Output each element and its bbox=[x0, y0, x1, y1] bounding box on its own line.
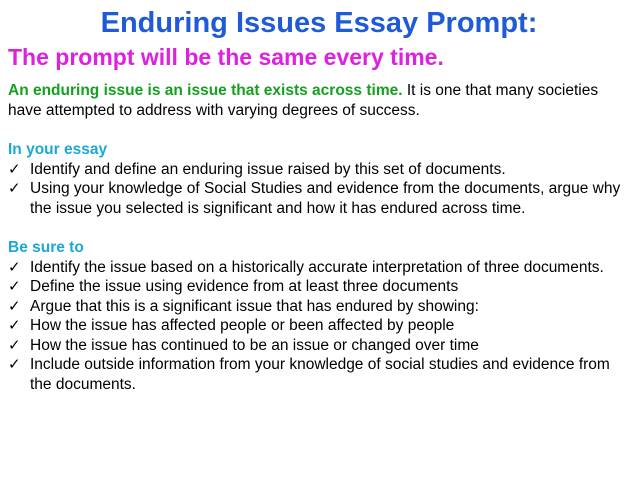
slide-content bbox=[8, 81, 634, 394]
list-item-text: Identify the issue based on a historically accurate interpretation of three documents. bbox=[30, 258, 604, 276]
list-item-text: Argue that this is a significant issue that has endured by showing: bbox=[30, 297, 479, 315]
checkmark-icon: ✓ bbox=[8, 257, 21, 276]
list-item bbox=[8, 316, 634, 336]
list-item bbox=[8, 277, 634, 297]
list-item bbox=[8, 336, 634, 356]
essay-section-heading: In your essay bbox=[8, 141, 108, 158]
spacer bbox=[8, 120, 634, 140]
list-item-text: How the issue has affected people or been affected by people bbox=[30, 317, 455, 334]
definition-highlight: An enduring issue is an issue that exists across time. bbox=[8, 82, 403, 99]
list-item-text: Include outside information from your knowledge of social studies and evidence from the documents. bbox=[30, 356, 610, 393]
checkmark-icon: ✓ bbox=[8, 316, 21, 334]
checkmark-icon: ✓ bbox=[8, 277, 21, 295]
page-subtitle: The prompt will be the same every time. bbox=[8, 44, 444, 70]
list-item bbox=[8, 179, 634, 218]
checkmark-icon: ✓ bbox=[8, 296, 21, 315]
list-item bbox=[8, 355, 634, 394]
checkmark-icon: ✓ bbox=[8, 335, 21, 354]
list-item bbox=[8, 160, 634, 180]
list-item bbox=[8, 258, 634, 278]
checkmark-icon: ✓ bbox=[8, 355, 21, 373]
definition-paragraph bbox=[8, 81, 634, 120]
page-title: Enduring Issues Essay Prompt: bbox=[100, 7, 538, 39]
be-sure-checklist bbox=[8, 258, 634, 395]
list-item-text: Using your knowledge of Social Studies and evidence from the documents, argue why the issue you selected is significant and how it has endured across time. bbox=[30, 180, 621, 217]
list-item-text: Identify and define an enduring issue raised by this set of documents. bbox=[30, 160, 506, 178]
list-item-text: Define the issue using evidence from at least three documents bbox=[30, 278, 459, 295]
list-item bbox=[8, 297, 634, 317]
essay-checklist bbox=[8, 160, 634, 219]
list-item-text: How the issue has continued to be an issue or changed over time bbox=[30, 336, 479, 354]
checkmark-icon: ✓ bbox=[8, 159, 21, 178]
definition-rest: It is one that many societies have attempted to address with varying degrees of success. bbox=[8, 82, 599, 119]
be-sure-section-heading: Be sure to bbox=[8, 239, 84, 256]
spacer bbox=[8, 218, 634, 238]
checkmark-icon: ✓ bbox=[8, 179, 21, 197]
